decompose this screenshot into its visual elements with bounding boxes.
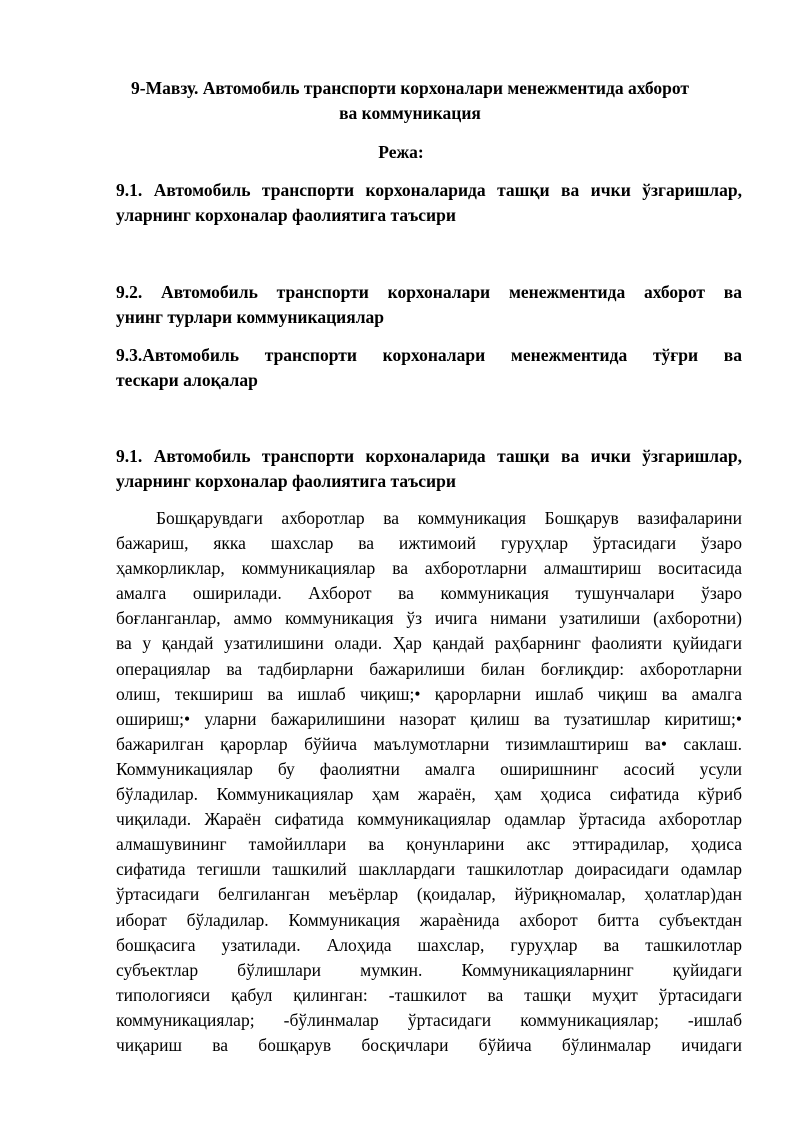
section-heading: [116, 444, 742, 494]
body-line: Коммуникациялар бу фаолиятни амалга оширишнинг асосий усули: [116, 758, 742, 779]
plan-label: Режа:: [378, 142, 424, 162]
body-line: алмашувининг тамойиллари ва қонунларини акс эттирадилар, ҳодиса: [116, 834, 742, 855]
body-line: типологияси қабул қилинган: -ташкилот ва ташқи муҳит ўртасидаги: [116, 984, 742, 1005]
section-heading-line: уларнинг корхоналар фаолиятига таъсири: [116, 471, 456, 491]
body-line: иборат бўладилар. Коммуникация жараѐнида ахборот битта субъектдан: [116, 909, 742, 930]
plan-item-line: тескари алоқалар: [116, 370, 258, 390]
plan-item-3: [116, 343, 742, 393]
plan-item-line: 9.1. Автомобиль транспорти корхоналарида ташқи ва ички ўзгаришлар,: [116, 180, 742, 200]
plan-item-line: унинг турлари коммуникациялар: [116, 307, 385, 327]
section-heading-line: 9.1. Автомобиль транспорти корхоналарида ташқи ва ички ўзгаришлар,: [116, 446, 742, 466]
body-line: ўртасидаги белгиланган меъёрлар (қоидалар, йўриқномалар, ҳолатлар)дан: [116, 884, 742, 905]
body-line: бажарилган қарорлар бўйича маълумотларни тизимлаштириш ва• саклаш.: [116, 733, 742, 754]
body-line: сифатида тегишли ташкилий шакллардаги ташкилотлар доирасидаги одамлар: [116, 859, 742, 880]
body-line: амалга оширилади. Ахборот ва коммуникация тушунчалари ўзаро: [116, 583, 742, 604]
document-title: [110, 76, 710, 126]
body-line: коммуникациялар; -бўлинмалар ўртасидаги коммуникациялар; -ишлаб: [116, 1009, 742, 1030]
title-line: ва коммуникация: [339, 103, 481, 123]
body-paragraph: [116, 506, 742, 1058]
plan-item-2: [116, 280, 742, 330]
plan-item-line: 9.3.Автомобиль транспорти корхоналари менежментида тўғри ва: [116, 345, 742, 365]
plan-item-line: 9.2. Автомобиль транспорти корхоналари менежментида ахборот ва: [116, 282, 742, 302]
title-line: 9-Мавзу. Автомобиль транспорти корхоналари менежментида ахборот: [131, 78, 689, 98]
body-line: олиш, текшириш ва ишлаб чиқиш;• қарорларни ишлаб чиқиш ва амалга: [116, 683, 742, 704]
body-line: чиқилади. Жараён сифатида коммуникациялар одамлар ўртасида ахборотлар: [116, 809, 742, 830]
plan-item-1: [116, 178, 742, 228]
body-line: чиқариш ва бошқарув босқичлари бўйича бўлинмалар ичидаги: [116, 1034, 742, 1055]
body-line: Бошқарувдаги ахборотлар ва коммуникация Бошқарув вазифаларини: [156, 508, 742, 528]
body-line: бўладилар. Коммуникациялар ҳам жараён, ҳам ҳодиса сифатида кўриб: [116, 784, 742, 805]
plan-item-line: уларнинг корхоналар фаолиятига таъсири: [116, 205, 456, 225]
body-line: ҳамкорликлар, коммуникациялар ва ахборотларни алмаштириш воситасида: [116, 558, 742, 579]
body-line: бошқасига узатилади. Алоҳида шахслар, гуруҳлар ва ташкилотлар: [116, 934, 742, 955]
body-line: бажариш, якка шахслар ва ижтимоий гуруҳлар ўртасидаги ўзаро: [116, 533, 742, 554]
body-line: ва у қандай узатилишини олади. Ҳар қандай раҳбарнинг фаолияти қуйидаги: [116, 633, 742, 654]
body-line: операциялар ва тадбирларни бажарилиши билан боғлиқдир: ахборотларни: [116, 658, 742, 679]
body-line: ошириш;• уларни бажарилишини назорат қилиш ва тузатишлар киритиш;•: [116, 708, 742, 729]
body-line: боғланганлар, аммо коммуникация ўз ичига нимани узатилиши (ахборотни): [116, 608, 742, 629]
body-line: субъектлар бўлишлари мумкин. Коммуникацияларнинг қуйидаги: [116, 959, 742, 980]
